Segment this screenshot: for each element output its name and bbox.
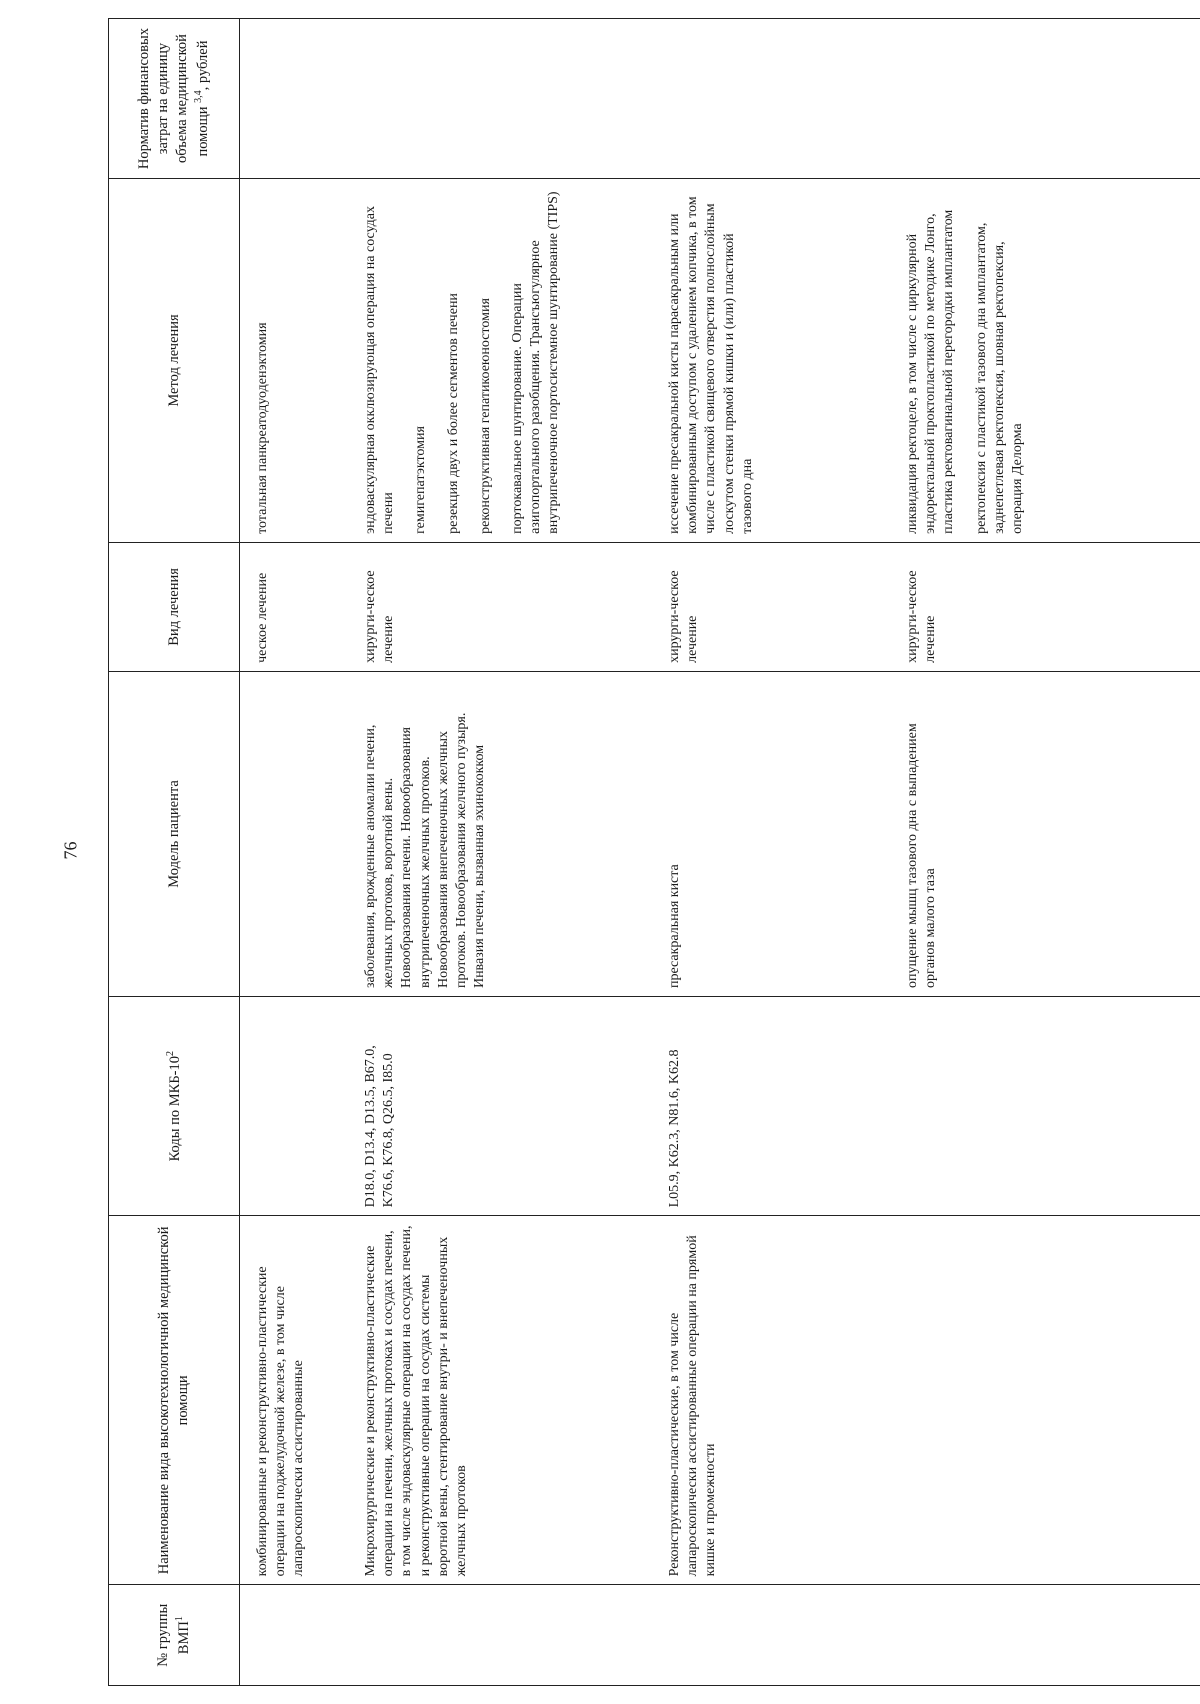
row-2-method-0: иссечение пресакральной кисты парасакральным или комбинированным доступом с удалением копчика, в том числе с пластикой свищевого отверстия полнослойным лоскутом стенки прямой кишки и (или) пластикой тазового дна: [667, 196, 755, 534]
row-1-method-4: портокавальное шунтирование. Операции азигопортального разобщения. Трансъюгулярное внутрипеченочное портосистемное шунтирование (TIPS): [509, 191, 562, 534]
col-model: [240, 671, 1200, 996]
row-3-method-0: ликвидация ректоцеле, в том числе с циркулярной эндоректальной проктопластикой по методике Лонго, пластика ректовагинальной перегородки имплантатом: [905, 209, 957, 534]
col-codes: [240, 997, 1200, 1216]
table-body-row: [240, 19, 1200, 1686]
col-method: [240, 179, 1200, 543]
header-group: № группы ВМП$^1$: [109, 1585, 240, 1686]
col-norm: [240, 19, 1200, 179]
row-2-codes: L05.9, K62.3, N81.6, K62.8: [667, 1049, 682, 1208]
col-type: [240, 542, 1200, 671]
row-1-name: Микрохирургические и реконструктивно-пластические операции на печени, желчных протоках и сосудах печени, в том числе эндоваскулярные операции на сосудах печени, и реконструктивные операции на сосудах системы воротной вены, стентирование внутри- и внепеченочных желчных протоков: [363, 1225, 469, 1577]
row-3-type: хирурги-ческое лечение: [905, 570, 939, 663]
header-type: Вид лечения: [109, 542, 240, 671]
row-2-type: хирурги-ческое лечение: [667, 570, 701, 663]
header-row: [109, 19, 240, 1686]
row-0-type: ческое лечение: [255, 572, 270, 663]
row-2-model: пресакральная киста: [667, 864, 682, 989]
row-1-method-2: резекция двух и более сегментов печени: [445, 293, 461, 534]
row-3-model: опущение мышц тазового дна с выпадением органов малого таза: [905, 723, 939, 989]
header-model: Модель пациента: [109, 671, 240, 996]
row-1-type: хирурги-ческое лечение: [363, 570, 397, 663]
header-method: Метод лечения: [109, 179, 240, 543]
header-norm: Норматив финансовых затрат на единицу объема медицинской помощи $^{3,4}$, рублей: [109, 19, 240, 179]
col-name: [240, 1216, 1200, 1585]
row-0-name: комбинированные и реконструктивно-пластические операции на поджелудочной железе, в том числе лапароскопически ассистированные: [255, 1266, 307, 1577]
row-0-model: [240, 672, 254, 996]
row-2-name: Реконструктивно-пластические, в том числе лапароскопически ассистированные операции на прямой кишке и промежности: [667, 1235, 719, 1577]
col-group: [240, 1585, 1200, 1686]
vmp-table: [108, 18, 1200, 1686]
row-1-method-1: гемигепатэктомия: [413, 426, 429, 534]
row-3-codes: [890, 997, 904, 1215]
row-1-model: заболевания, врожденные аномалии печени, желчных протоков, воротной вены. Новообразования печени. Новообразования внутрипеченочных желчных протоков. Новообразования внепеченочных желчных протоков. Новообразования желчного пузыря. Инвазия печени, вызванная эхинококком: [363, 712, 488, 989]
row-3-method-1: ректопексия с пластикой тазового дна имплантатом, заднепетлевая ректопексия, шовная ректопексия, операция Делорма: [973, 222, 1025, 534]
page-number: 76: [60, 841, 81, 860]
row-1-codes: D18.0, D13.4, D13.5, B67.0, K76.6, K76.8, Q26.5, I85.0: [363, 1045, 397, 1208]
row-1-method-3: реконструктивная гепатикоеюностомия: [477, 298, 493, 534]
row-0-codes: [240, 997, 254, 1215]
row-3-name: [890, 1216, 904, 1584]
header-name: Наименование вида высокотехнологичной медицинской помощи: [109, 1216, 240, 1585]
header-codes: Коды по МКБ-$10^2$: [109, 997, 240, 1216]
row-0-method-0: тотальная панкреатодуоденэктомия: [255, 322, 270, 534]
rotated-page-content: [108, 18, 1200, 1686]
row-1-method-0: эндоваскулярная окклюзирующая операция на сосудах печени: [363, 205, 397, 534]
